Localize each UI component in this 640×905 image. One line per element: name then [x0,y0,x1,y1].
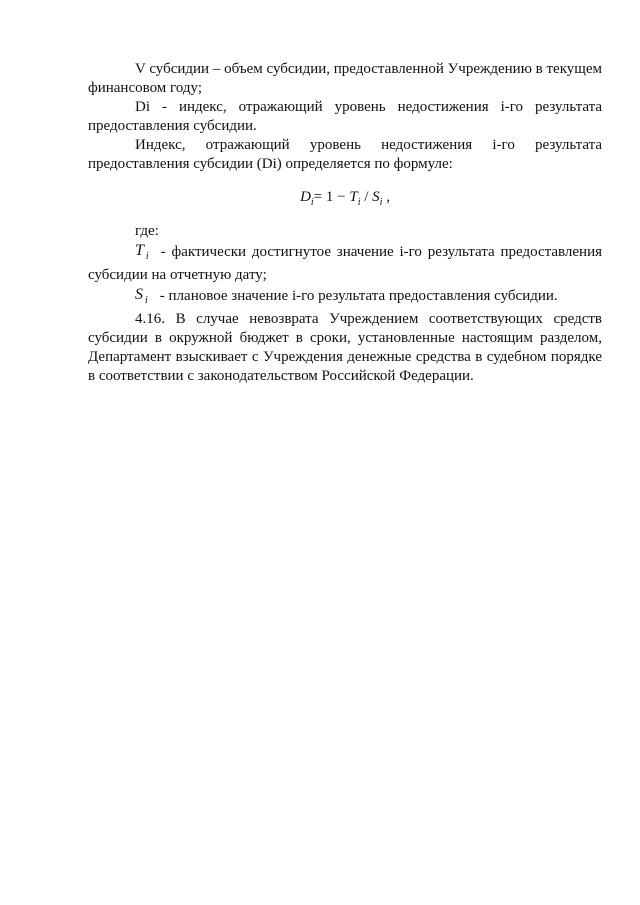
definition-ti-text: - фактически достигнутое значение i-го результата предоставления субсидии на отчетную дату; [88,244,602,283]
document-body [88,60,602,386]
symbol-ti-letter: T [135,242,144,259]
formula-d: D [300,189,311,205]
definition-ti [88,241,602,285]
paragraph-index-intro: Индекс, отражающий уровень недостижения i-го результата предоставления субсидии (Di) определяется по формуле: [88,137,602,172]
paragraph-v-subsidy: V субсидии – объем субсидии, предоставленной Учреждению в текущем финансовом году; [88,61,602,96]
formula-slash: / [360,189,373,205]
formula-tail: , [382,189,390,205]
formula-di [88,188,602,212]
symbol-si-sub: i [145,295,148,306]
formula-d-sub: i [310,197,314,208]
formula-s-sub: i [379,197,383,208]
symbol-si [88,285,148,310]
definition-si [88,285,602,310]
formula-t-sub: i [357,197,361,208]
paragraph-di-index: Di - индекс, отражающий уровень недостижения i-го результата предоставления субсидии. [88,99,602,134]
formula-t: T [349,189,358,205]
symbol-ti [88,241,149,266]
formula-eq: = 1 − [313,189,350,205]
clause-4-16: 4.16. В случае невозврата Учреждением соответствующих средств субсидии в окружной бюджет в сроки, установленные настоящим разделом, Департамент взыскивает с Учреждения денежные средства в судебном порядке в соответствии с законодательством Российской Федерации. [88,311,602,384]
symbol-si-letter: S [135,286,143,303]
formula-s: S [372,189,380,205]
symbol-ti-sub: i [145,251,149,262]
where-label: где: [135,223,159,239]
definition-si-text: - плановое значение i-го результата предоставления субсидии. [159,288,558,304]
